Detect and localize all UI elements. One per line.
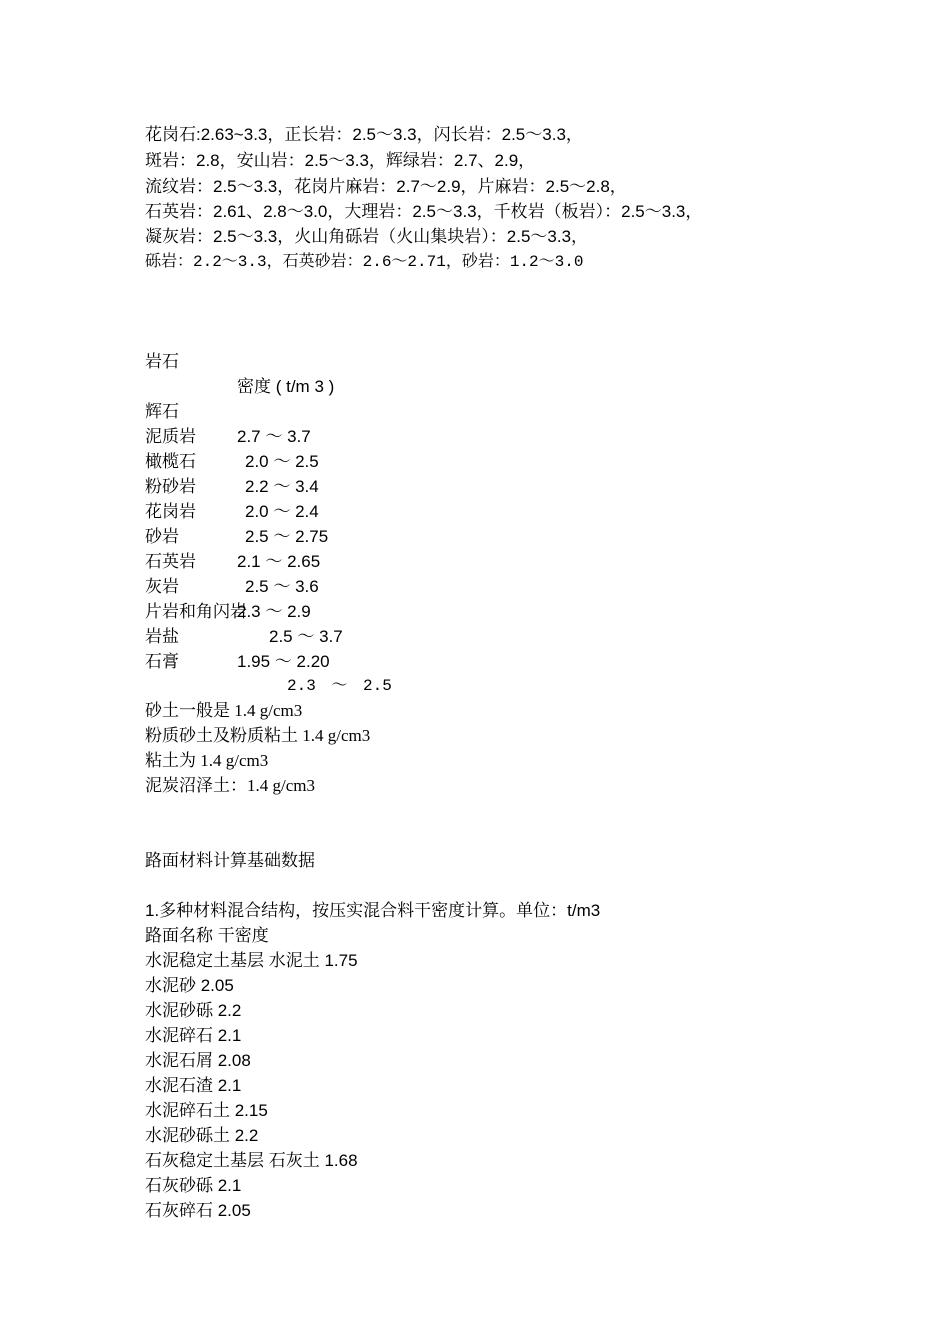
road-line: 石灰碎石 2.05 <box>145 1201 251 1220</box>
rock-name: 粉砂岩 <box>145 477 196 496</box>
road-line: 水泥石屑 2.08 <box>145 1051 251 1070</box>
soil-line: 粉质砂土及粉质粘土 1.4 g/cm3 <box>145 726 371 745</box>
rock-density: 2.5 ～ 2.75 <box>245 527 329 546</box>
rock-name: 花岗岩 <box>145 502 196 521</box>
header-density: 密度 ( t/m 3 ) <box>237 377 335 396</box>
intro-line: 石英岩：2.61、2.8～3.0，大理岩：2.5～3.3，千枚岩（板岩）：2.5～3.3， <box>145 202 703 221</box>
rock-density: 2.7 ～ 3.7 <box>237 427 311 446</box>
section-title: 路面材料计算基础数据 <box>145 851 315 870</box>
rock-name: 石膏 <box>145 652 179 671</box>
section-subtitle: 1.多种材料混合结构，按压实混合料干密度计算。单位：t/m3 <box>145 901 601 920</box>
road-line: 水泥砂砾土 2.2 <box>145 1126 259 1145</box>
header-rock: 岩石 <box>145 352 179 371</box>
soil-line: 粘土为 1.4 g/cm3 <box>145 751 269 770</box>
rock-density: 2.5 ～ 3.7 <box>269 627 343 646</box>
rock-name: 岩盐 <box>145 627 179 646</box>
rock-name: 灰岩 <box>145 577 179 596</box>
rock-density: 2.5 ～ 3.6 <box>245 577 319 596</box>
rock-density: 2.3 ～ 2.5 <box>287 677 392 695</box>
rock-name: 片岩和角闪岩 <box>145 602 247 621</box>
rock-density: 2.0 ～ 2.4 <box>245 502 319 521</box>
road-line: 路面名称 干密度 <box>145 926 269 945</box>
soil-line: 泥炭沼泽土：1.4 g/cm3 <box>145 776 315 795</box>
rock-name: 石英岩 <box>145 552 196 571</box>
rock-density: 2.2 ～ 3.4 <box>245 477 319 496</box>
road-line: 水泥碎石土 2.15 <box>145 1101 268 1120</box>
intro-line: 流纹岩：2.5～3.3，花岗片麻岩：2.7～2.9，片麻岩：2.5～2.8， <box>145 177 627 196</box>
road-line: 水泥稳定土基层 水泥土 1.75 <box>145 951 358 970</box>
rock-name: 辉石 <box>145 402 179 421</box>
intro-line: 砾岩：2.2～3.3，石英砂岩：2.6～2.71，砂岩：1.2～3.0 <box>145 253 584 271</box>
soil-line: 砂土一般是 1.4 g/cm3 <box>145 701 303 720</box>
road-line: 水泥碎石 2.1 <box>145 1026 242 1045</box>
intro-line: 花岗石:2.63~3.3，正长岩：2.5～3.3，闪长岩：2.5～3.3， <box>145 125 583 144</box>
intro-line: 斑岩：2.8，安山岩：2.5～3.3，辉绿岩：2.7、2.9， <box>145 151 536 170</box>
road-line: 水泥砂 2.05 <box>145 976 234 995</box>
rock-name: 橄榄石 <box>145 452 196 471</box>
rock-density: 2.1 ～ 2.65 <box>237 552 321 571</box>
rock-density: 2.0 ～ 2.5 <box>245 452 319 471</box>
road-line: 石灰砂砾 2.1 <box>145 1176 242 1195</box>
road-line: 水泥石渣 2.1 <box>145 1076 242 1095</box>
rock-density: 2.3 ～ 2.9 <box>237 602 311 621</box>
rock-name: 泥质岩 <box>145 427 196 446</box>
rock-density: 1.95 ～ 2.20 <box>237 652 330 671</box>
intro-line: 凝灰岩：2.5～3.3，火山角砾岩（火山集块岩）：2.5～3.3， <box>145 227 589 246</box>
road-line: 石灰稳定土基层 石灰土 1.68 <box>145 1151 358 1170</box>
road-line: 水泥砂砾 2.2 <box>145 1001 242 1020</box>
rock-name: 砂岩 <box>145 527 179 546</box>
